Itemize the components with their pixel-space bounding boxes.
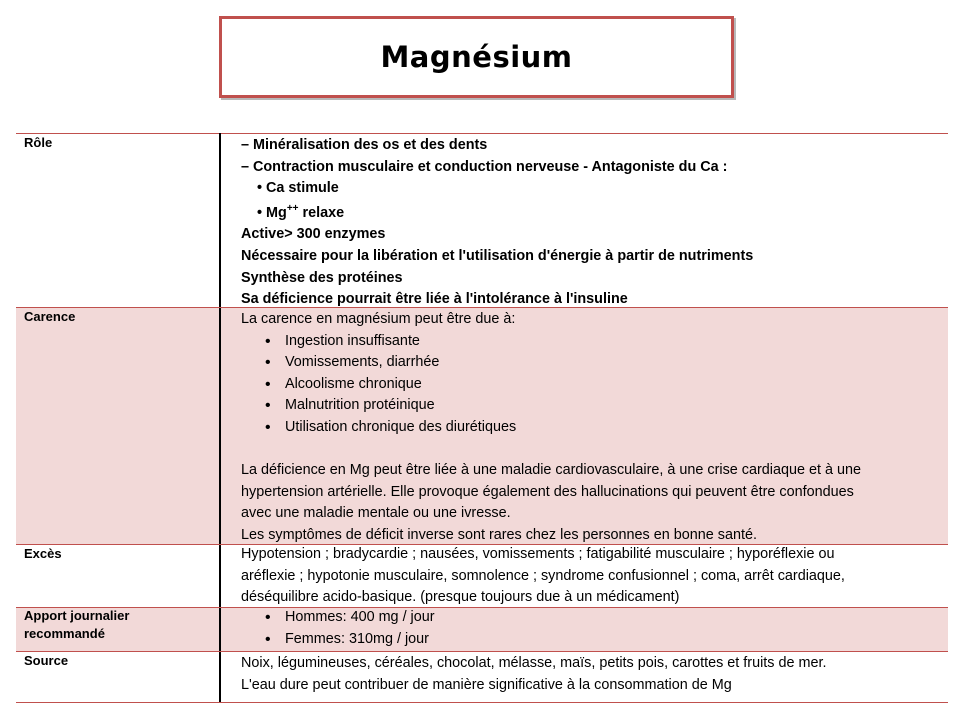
row-carence xyxy=(16,307,948,544)
exces-line: déséquilibre acido-basique. (presque toujours due à un médicament) xyxy=(241,589,680,606)
apport-list xyxy=(241,607,948,650)
list-item: • Alcoolisme chronique xyxy=(265,374,948,396)
apport-label-line: Apport journalier xyxy=(24,608,130,623)
row-label-carence: Carence xyxy=(16,307,221,544)
source-line: L'eau dure peut contribuer de manière significative à la consommation de Mg xyxy=(241,676,732,693)
carence-intro: La carence en magnésium peut être due à: xyxy=(241,311,516,327)
carence-paragraph-line: La déficience en Mg peut être liée à une maladie cardiovasculaire, à une crise cardiaque et à une xyxy=(241,462,861,479)
list-item: • Hommes: 400 mg / jour xyxy=(265,607,948,629)
role-line: Sa déficience pourrait être liée à l'intolérance à l'insuline xyxy=(241,291,628,308)
exces-line: aréflexie ; hypotonie musculaire, somnolence ; syndrome confusionnel ; coma, arrêt cardiaque, xyxy=(241,567,845,584)
row-divider xyxy=(16,307,948,308)
row-role xyxy=(16,133,948,307)
row-label-apport xyxy=(16,607,221,651)
role-line: Nécessaire pour la libération et l'utilisation d'énergie à partir de nutriments xyxy=(241,247,754,264)
role-line-mg xyxy=(241,200,948,225)
carence-paragraph-line: Les symptômes de déficit inverse sont rares chez les personnes en bonne santé. xyxy=(241,526,757,543)
apport-label-line: recommandé xyxy=(24,626,105,641)
spacer xyxy=(241,439,948,461)
mg-relax-text: relaxe xyxy=(298,204,345,221)
row-source xyxy=(16,651,948,703)
row-divider xyxy=(16,651,948,652)
nutrient-table xyxy=(16,133,948,703)
source-line: Noix, légumineuses, céréales, chocolat, mélasse, maïs, petits pois, carottes et fruits de mer. xyxy=(241,655,827,671)
list-item: • Femmes: 310mg / jour xyxy=(265,629,948,651)
mg-superscript: ++ xyxy=(286,202,299,214)
row-label-source: Source xyxy=(16,651,221,703)
table-bottom-border xyxy=(16,702,948,703)
list-item: • Vomissements, diarrhée xyxy=(265,352,948,374)
exces-line: Hypotension ; bradycardie ; nausées, vomissements ; fatigabilité musculaire ; hyporéflexie ou xyxy=(241,546,835,562)
row-label-exces: Excès xyxy=(16,544,221,607)
carence-paragraph-line: avec une maladie mentale ou une ivresse. xyxy=(241,505,511,522)
apport-content xyxy=(221,607,948,651)
row-apport xyxy=(16,607,948,651)
role-line: Active> 300 enzymes xyxy=(241,226,386,243)
role-content xyxy=(221,133,948,307)
page-title: Magnésium xyxy=(380,40,573,74)
role-line: – Contraction musculaire et conduction nerveuse - Antagoniste du Ca : xyxy=(241,158,728,175)
role-line: – Minéralisation des os et des dents xyxy=(241,137,488,153)
row-exces xyxy=(16,544,948,607)
row-divider xyxy=(16,544,948,545)
carence-content xyxy=(221,307,948,544)
list-item: • Ingestion insuffisante xyxy=(265,331,948,353)
carence-list xyxy=(241,331,948,439)
role-line: Synthèse des protéines xyxy=(241,269,403,286)
row-label-role: Rôle xyxy=(16,133,221,307)
carence-paragraph-line: hypertension artérielle. Elle provoque également des hallucinations qui peuvent être confondues xyxy=(241,483,854,500)
list-item: • Malnutrition protéinique xyxy=(265,395,948,417)
exces-content xyxy=(221,544,948,607)
mg-text: • Mg xyxy=(257,204,287,221)
list-item: • Utilisation chronique des diurétiques xyxy=(265,417,948,439)
title-box xyxy=(219,16,734,98)
role-line: • Ca stimule xyxy=(257,180,339,197)
source-content xyxy=(221,651,948,703)
